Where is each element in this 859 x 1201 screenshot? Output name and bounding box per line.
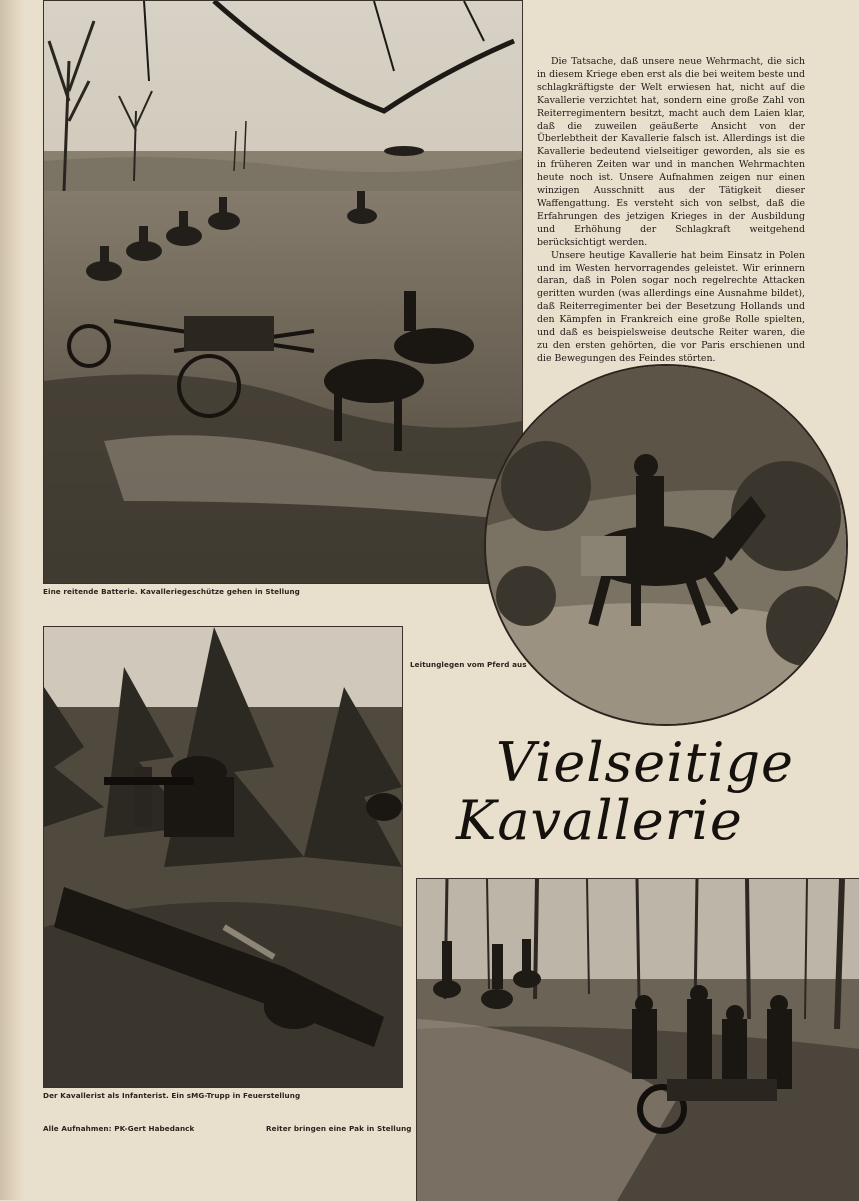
page-binding-edge [0,0,26,1200]
article-body [537,56,805,366]
photo-pak-stellung [416,878,859,1201]
article-paragraph-1: Die Tatsache, daß unsere neue Wehrmacht, die sich in diesem Kriege eben erst als die bei weitem beste und schlagkräftigste der Welt erwiesen hat, nicht auf die Kavallerie verzichtet hat, sondern eine große Zahl von Reiterregimentern besitzt, macht auch dem Laien klar, daß die zuweilen geäußerte Ansicht von der Überlebtheit der Kavallerie falsch ist. Allerdings ist die Kavallerie bedeutend vielseitiger geworden, als sie es in früheren Zeiten war und in manchen Wehrmachten heute noch ist. Unsere Aufnahmen zeigen nur einen winzigen Ausschnitt aus der Tätigkeit dieser Waffengattung. Es versteht sich von selbst, daß die Erfahrungen des jetzigen Krieges in der Ausbildung und Erhöhung der Schlagkraft weitgehend berücksichtigt werden. [537,56,805,248]
headline-line-2: Kavallerie [456,789,743,852]
headline [456,731,846,864]
article-paragraph-2: Unsere heutige Kavallerie hat beim Einsatz in Polen und im Westen hervorragendes geleistet. Wir erinnern daran, daß in Polen sogar noch regelrechte Attacken geritten wurden (was allerdings eine Ausnahme bildet), daß Reiterregimenter bei der Besetzung Hollands und den Kämpfen in Frankreich eine große Rolle spielten, und daß es beispielsweise deutsche Reiter waren, die zu den ersten gehörten, die vor Paris erschienen und die Bewegungen des Feindes störten. [537,249,805,364]
caption-right-photo: Reiter bringen eine Pak in Stellung [266,1124,412,1133]
photo-smg-trupp [43,626,403,1088]
caption-top-photo: Eine reitende Batterie. Kavalleriegeschütze gehen in Stellung [43,587,300,596]
photo-leitunglegen [484,364,848,726]
photo-reitende-batterie [43,0,523,584]
headline-line-1: Vielseitige [496,731,794,794]
caption-left-photo: Der Kavallerist als Infanterist. Ein sMG-Trupp in Feuerstellung [43,1091,301,1100]
caption-round-photo: Leitunglegen vom Pferd aus [410,660,527,669]
photo-credit: Alle Aufnahmen: PK-Gert Habedanck [43,1124,195,1133]
